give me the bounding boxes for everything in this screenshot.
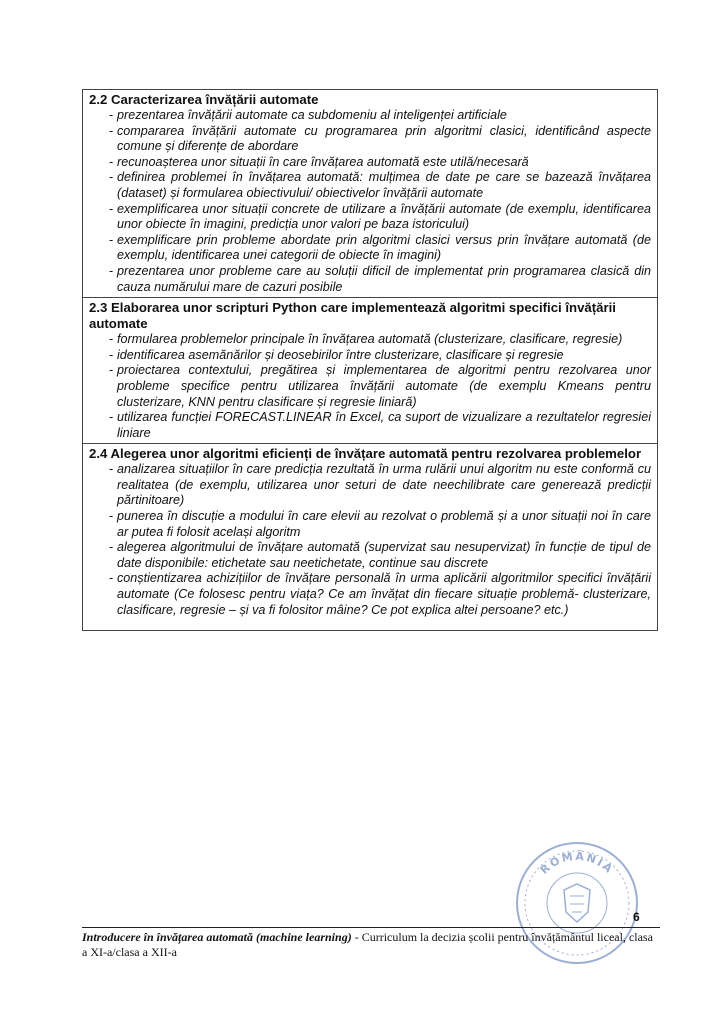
bullet-list (89, 108, 651, 295)
section-title: 2.4 Alegerea unor algoritmi eficienți de învățare automată pentru rezolvarea problemelor (89, 446, 642, 462)
bullet-list (89, 332, 651, 441)
list-item: - analizarea situațiilor în care predicția rezultată în urma rulării unui algoritm nu este conformă cu realitatea (de exemplu, utilizarea unor seturi de date neechilibrate care generează predicții părtinitoare) (109, 462, 651, 509)
section-2-2 (83, 90, 657, 298)
list-item: - compararea învățării automate cu programarea prin algoritmi clasici, identificând aspecte comune și diferențe de abordare (109, 124, 651, 155)
list-item: - definirea problemei în învățarea automată: mulțimea de date pe care se bazează învățarea (dataset) și formularea obiectivului/ obiectivelor învățării automate (109, 170, 651, 201)
bullet-list (89, 462, 651, 618)
list-item: - exemplificare prin probleme abordate prin algoritmi clasici versus prin învățare automată (de exemplu, identificarea unei categorii de obiecte în imagini) (109, 233, 651, 264)
list-item: - proiectarea contextului, pregătirea și implementarea de algoritmi pentru rezolvarea unor probleme specifice pentru utilizarea învățării automate (de exemplu Kmeans pentru clusterizare, KNN pentru clasificare și regresie liniară) (109, 363, 651, 410)
section-2-3 (83, 298, 657, 444)
list-item: - identificarea asemănărilor și deosebirilor între clusterizare, clasificare și regresie (109, 348, 651, 364)
page-footer (82, 927, 660, 960)
section-title: 2.2 Caracterizarea învățării automate (89, 92, 319, 107)
footer-description: - Curriculum la decizia școlii pentru învățământul liceal, clasa a XI-a/clasa a XII-a (82, 930, 653, 959)
seal-text: ROMÂNIA (537, 849, 617, 877)
list-item: - punerea în discuție a modului în care elevii au rezolvat o problemă și a unor situații noi în care ar putea fi folosit același algoritm (109, 509, 651, 540)
list-item: - conștientizarea achizițiilor de învățare personală în urma aplicării algoritmilor specifici învățării automate (Ce folosesc pentru viața? Ce am învățat din fiecare situație problemă- clusterizare, clasificare, regresie – și va fi folositor mâine? Ce pot explica altei persoane? etc.) (109, 571, 651, 618)
list-item: - prezentarea învățării automate ca subdomeniu al inteligenței artificiale (109, 108, 651, 124)
footer-doc-name: Introducere în învățarea automată (machine learning) (82, 930, 352, 944)
page-number: 6 (633, 910, 640, 924)
list-item: - formularea problemelor principale în învățarea automată (clusterizare, clasificare, regresie) (109, 332, 651, 348)
section-2-4 (83, 444, 657, 630)
list-item: - alegerea algoritmului de învățare automată (supervizat sau nesupervizat) în funcție de tipul de date disponibile: etichetate sau neetichetate, continue sau discrete (109, 540, 651, 571)
section-title: 2.3 Elaborarea unor scripturi Python care implementează algoritmi specifici învățării automate (89, 300, 616, 332)
list-item: - recunoașterea unor situații în care învățarea automată este utilă/necesară (109, 155, 651, 171)
list-item: - utilizarea funcției FORECAST.LINEAR în Excel, ca suport de vizualizare a rezultatelor regresiei liniare (109, 410, 651, 441)
curriculum-table (82, 89, 658, 631)
list-item: - exemplificarea unor situații concrete de utilizare a învățării automate (de exemplu, identificarea unor obiecte în imagini, predicția unor valori pe baza istoricului) (109, 202, 651, 233)
list-item: - prezentarea unor probleme care au soluții dificil de implementat prin programarea clasică din cauza numărului mare de cazuri posibile (109, 264, 651, 295)
